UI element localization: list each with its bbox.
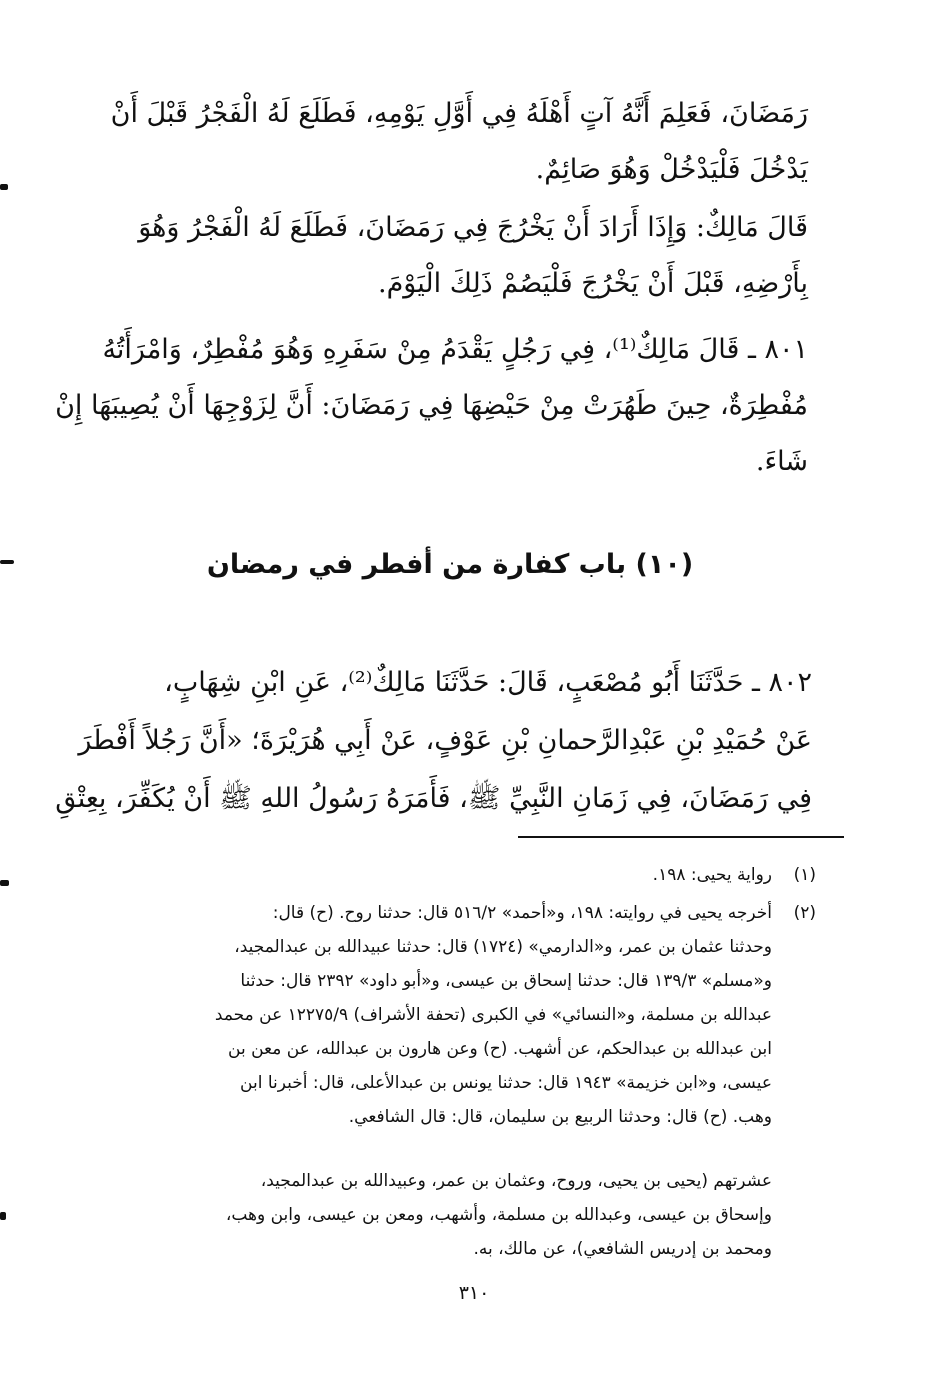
paragraph-line: مُفْطِرَةٌ، حِينَ طَهُرَتْ مِنْ حَيْضِهَا فِي رَمَضَانَ: أَنَّ لِزَوْجِهَا أَنْ يُصِيبَهَا إِنْ bbox=[55, 390, 808, 421]
footnote-number: (١) bbox=[793, 865, 816, 885]
paragraph-line: قَالَ مَالِكٌ: وَإِذَا أَرَادَ أَنْ يَخْرُجَ فِي رَمَضَانَ، فَطَلَعَ لَهُ الْفَجْرُ وَهُوَ bbox=[138, 212, 808, 243]
paragraph-line: شَاءَ. bbox=[755, 446, 808, 477]
footnote-line: ومحمد بن إدريس الشافعي)، عن مالك، به. bbox=[473, 1239, 772, 1259]
footnote-line bbox=[110, 896, 816, 930]
footnote-1 bbox=[110, 858, 816, 892]
footnote-separator bbox=[518, 836, 844, 838]
paragraph-2 bbox=[96, 200, 808, 312]
paragraph-line: ٨٠٢ ـ حَدَّثَنَا أَبُو مُصْعَبٍ، قَالَ: حَدَّثَنَا مَالِكٌ⁽²⁾، عَنِ ابْنِ شِهَابٍ، bbox=[164, 667, 812, 698]
footnote-2 bbox=[110, 896, 816, 1134]
paragraph-802 bbox=[55, 654, 812, 828]
footnote-line: و«مسلم» ١٣٩/٣ قال: حدثنا إسحاق بن عيسى، و«أبو داود» ٢٣٩٢ قال: حدثنا bbox=[240, 971, 772, 991]
footnote-line: عشرتهم (يحيى بن يحيى، وروح، وعثمان بن عمر، وعبيدالله بن عبدالمجيد، bbox=[260, 1171, 772, 1191]
footnote-line bbox=[110, 858, 816, 892]
footnote-line: وإسحاق بن عيسى، وعبدالله بن مسلمة، وأشهب، ومعن بن عيسى، وابن وهب، bbox=[225, 1205, 772, 1225]
paragraph-line: رَمَضَانَ، فَعَلِمَ أَنَّهُ آتٍ أَهْلَهُ فِي أَوَّلِ يَوْمِهِ، فَطَلَعَ لَهُ الْفَجْرُ قَبْلَ أَنْ bbox=[110, 98, 808, 129]
page-number: ٣١٠ bbox=[458, 1282, 490, 1304]
paragraph-line: يَدْخُلَ فَلْيَدْخُلْ وَهُوَ صَائِمٌ. bbox=[535, 154, 808, 185]
paragraph-line: عَنْ حُمَيْدِ بْنِ عَبْدِالرَّحمانِ بْنِ عَوْفٍ، عَنْ أَبِي هُرَيْرَةَ؛ «أَنَّ رَجُلاً أَفْطَرَ bbox=[78, 725, 812, 756]
footnote-line: عبدالله بن مسلمة، و«النسائي» في الكبرى (تحفة الأشراف) ١٢٢٧٥/٩ عن محمد bbox=[214, 1005, 772, 1025]
margin-mark-4 bbox=[0, 1212, 6, 1220]
footnote-text: رواية يحيى: ١٩٨. bbox=[652, 865, 772, 885]
footnote-line: عيسى، و«ابن خزيمة» ١٩٤٣ قال: حدثنا يونس بن عبدالأعلى، قال: أخبرنا ابن bbox=[240, 1073, 772, 1093]
paragraph-1 bbox=[96, 86, 808, 198]
footnote-line: ابن عبدالله بن عبدالحكم، عن أشهب. (ح) وعن هارون بن عبدالله، عن معن بن bbox=[228, 1039, 772, 1059]
paragraph-line: ٨٠١ ـ قَالَ مَالِكٌ⁽¹⁾، فِي رَجُلٍ يَقْدَمُ مِنْ سَفَرِهِ وَهُوَ مُفْطِرٌ، وَامْرَأَتُهُ bbox=[102, 334, 808, 365]
paragraph-line: فِي رَمَضَانَ، فِي زَمَانِ النَّبِيِّ ﷺ، فَأَمَرَهُ رَسُولُ اللهِ ﷺ أَنْ يُكَفِّرَ، بِعِتْقِ bbox=[55, 783, 812, 814]
footnote-line: وهب. (ح) قال: وحدثنا الربيع بن سليمان، قال: قال الشافعي. bbox=[348, 1107, 772, 1127]
paragraph-line: بِأَرْضِهِ، قَبْلَ أَنْ يَخْرُجَ فَلْيَصُمْ ذَلِكَ الْيَوْمَ. bbox=[378, 268, 808, 299]
footnote-2-continuation bbox=[110, 1164, 816, 1266]
margin-mark-1 bbox=[0, 184, 8, 190]
chapter-heading: (١٠) باب كفارة من أفطر في رمضان bbox=[206, 549, 694, 580]
footnote-text: أخرجه يحيى في روايته: ١٩٨، و«أحمد» ٥١٦/٢ قال: حدثنا روح. (ح) قال: bbox=[272, 903, 772, 923]
margin-mark-3 bbox=[0, 880, 9, 886]
paragraph-801 bbox=[55, 322, 808, 490]
margin-mark-2 bbox=[0, 560, 14, 564]
footnote-number: (٢) bbox=[793, 903, 816, 923]
footnote-line: وحدثنا عثمان بن عمر، و«الدارمي» (١٧٢٤) قال: حدثنا عبيدالله بن عبدالمجيد، bbox=[234, 937, 772, 957]
